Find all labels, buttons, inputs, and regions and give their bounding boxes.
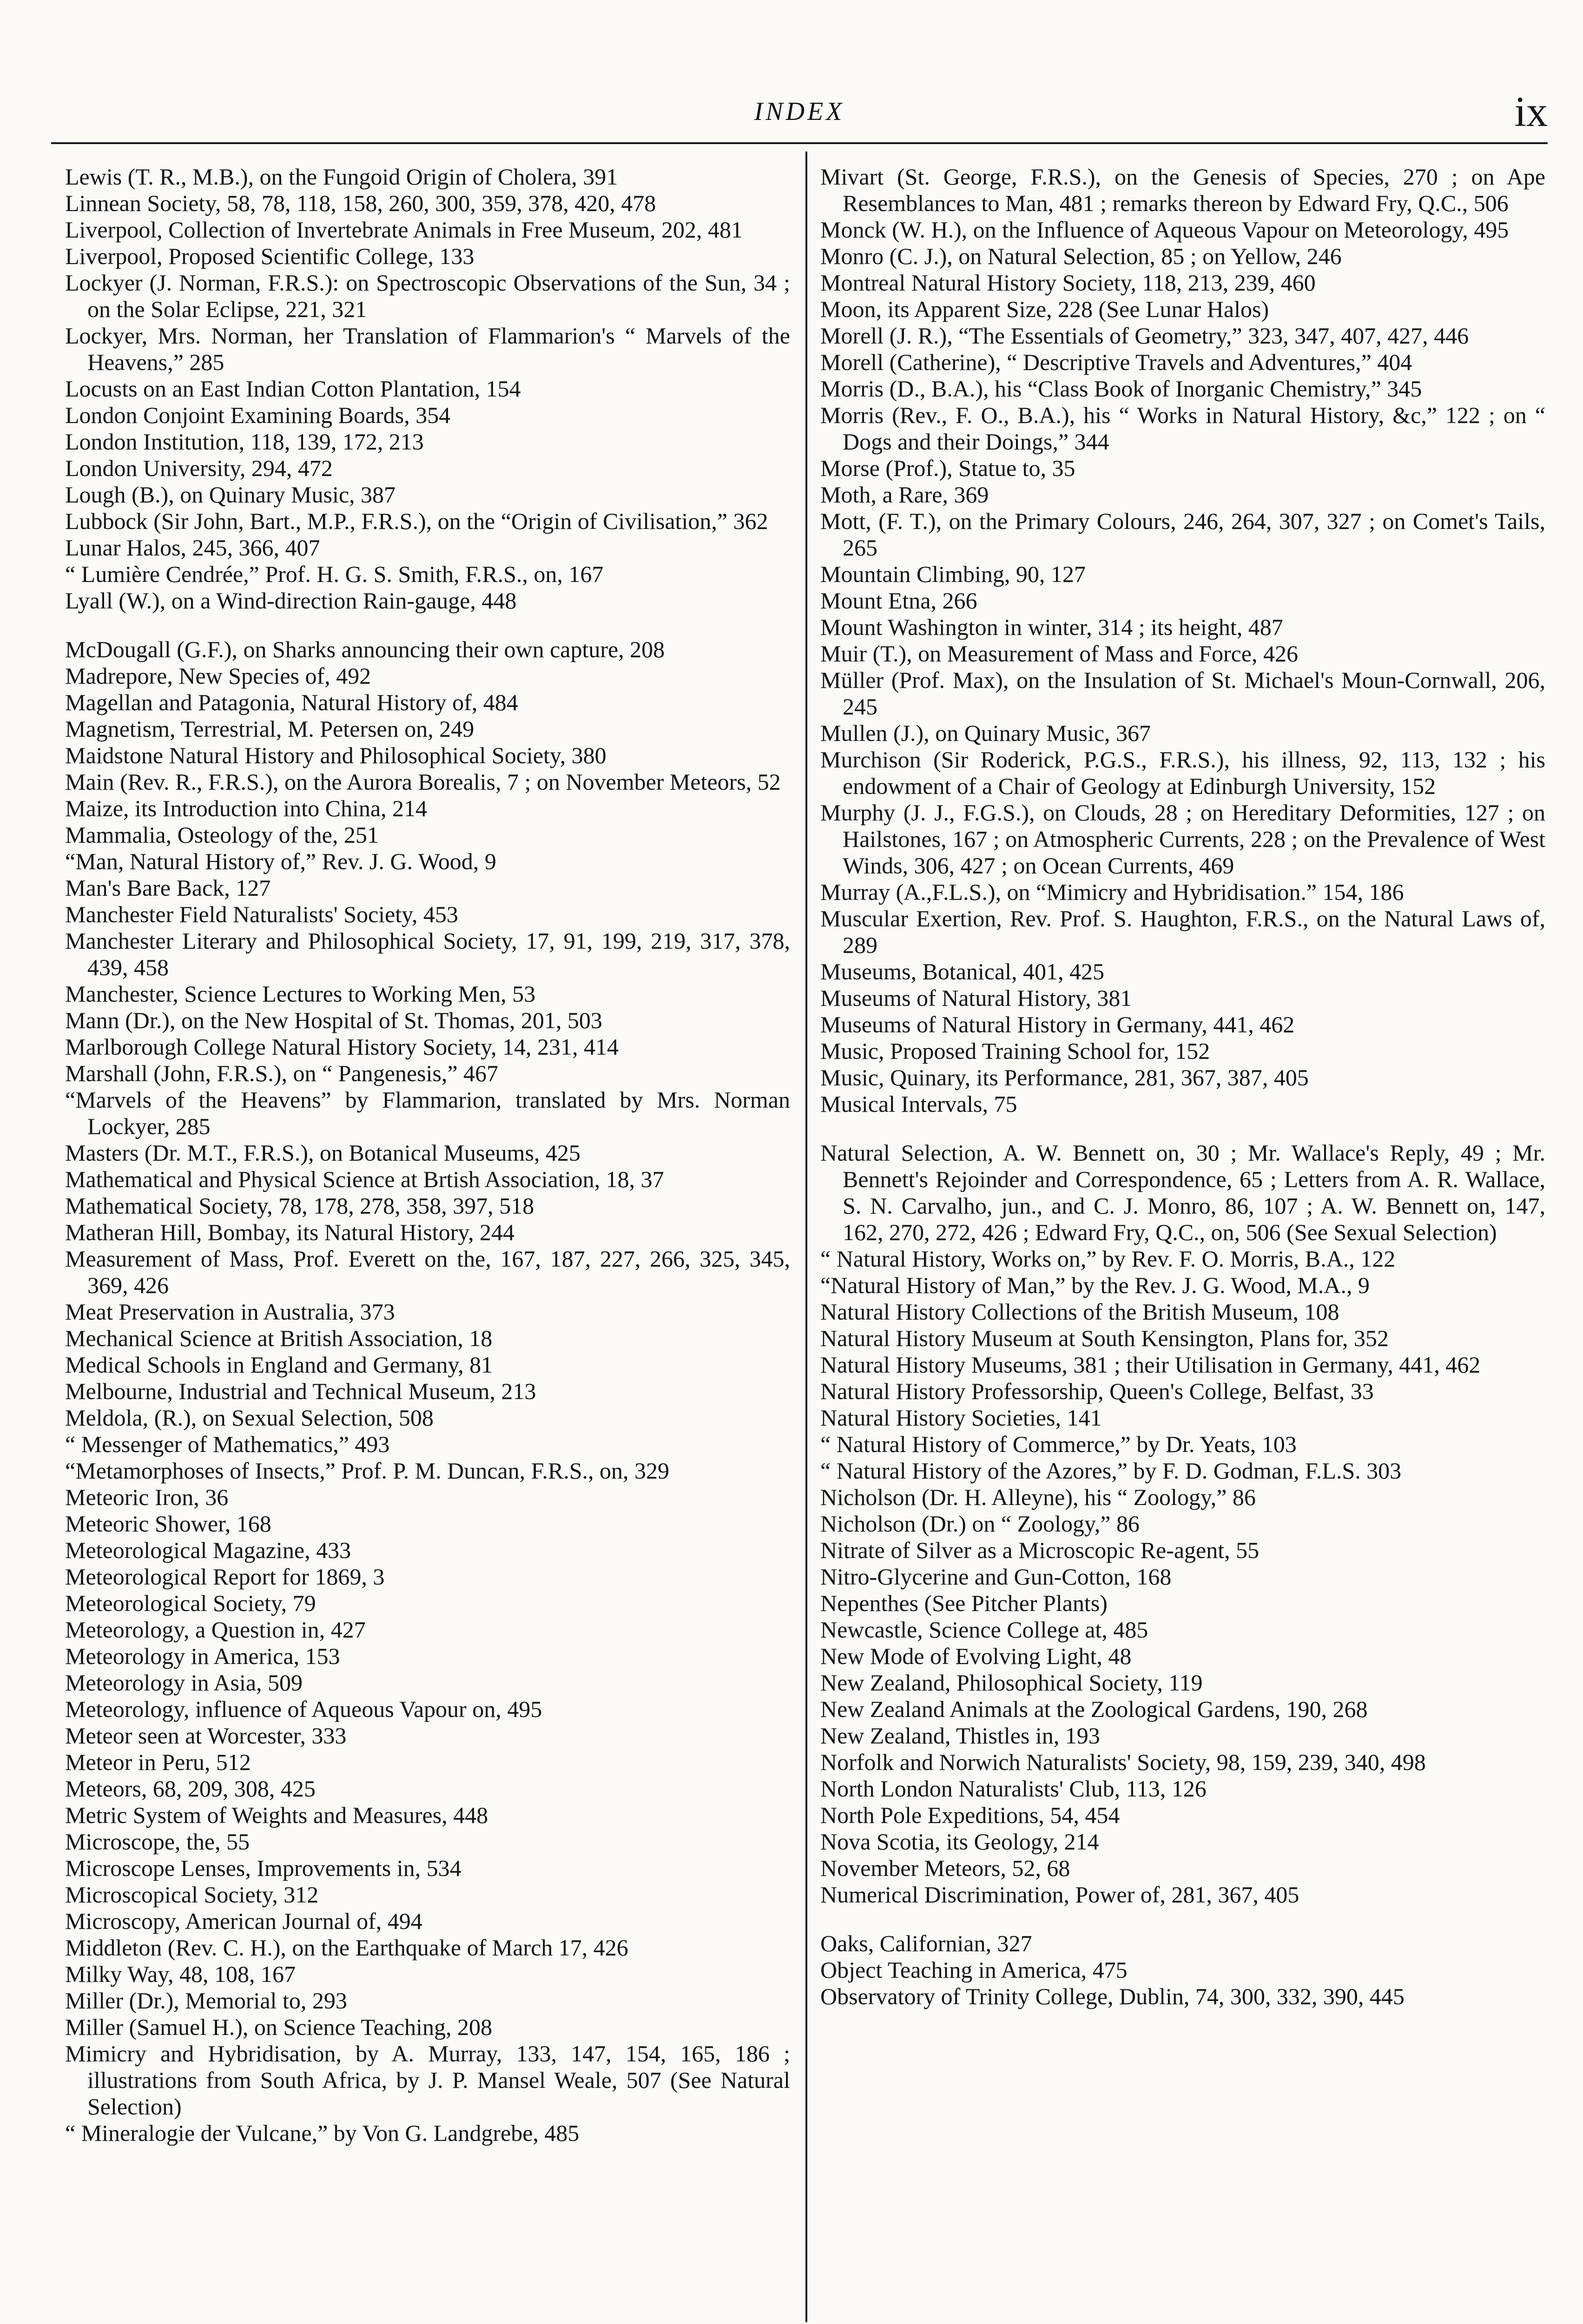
index-entry: London University, 294, 472 — [65, 455, 333, 481]
index-entry: Natural History Museums, 381 ; their Utilisation in Germany, 441, 462 — [820, 1352, 1481, 1378]
index-entry: Magnetism, Terrestrial, M. Petersen on, 249 — [65, 716, 475, 742]
index-entry: Nepenthes (See Pitcher Plants) — [820, 1590, 1108, 1616]
index-entry: “Metamorphoses of Insects,” Prof. P. M. Duncan, F.R.S., on, 329 — [65, 1458, 670, 1484]
index-entry: Middleton (Rev. C. H.), on the Earthquake of March 17, 426 — [65, 1934, 628, 1961]
index-entry: Object Teaching in America, 475 — [820, 1957, 1128, 1983]
index-entry: Matheran Hill, Bombay, its Natural History, 244 — [65, 1219, 514, 1245]
index-entry: Mullen (J.), on Quinary Music, 367 — [820, 720, 1151, 746]
index-entry: Meldola, (R.), on Sexual Selection, 508 — [65, 1405, 434, 1431]
index-entry: Lubbock (Sir John, Bart., M.P., F.R.S.), on the “Origin of Civilisation,” 362 — [65, 508, 768, 534]
index-entry: Manchester Field Naturalists' Society, 453 — [65, 901, 458, 927]
index-entry: Meteorological Report for 1869, 3 — [65, 1564, 385, 1590]
index-entry: Meteoric Iron, 36 — [65, 1484, 229, 1510]
index-entry: “ Natural History of the Azores,” by F. D. Godman, F.L.S. 303 — [820, 1458, 1402, 1484]
index-entry: North London Naturalists' Club, 113, 126 — [820, 1776, 1207, 1802]
index-entry: Oaks, Californian, 327 — [820, 1930, 1032, 1956]
index-entry: Meteorology, a Question in, 427 — [65, 1617, 366, 1643]
index-entry: November Meteors, 52, 68 — [820, 1855, 1070, 1881]
column-divider — [805, 152, 807, 2322]
index-entry: Lockyer, Mrs. Norman, her Translation of Flammarion's “ Marvels of the Heavens,” 285 — [65, 323, 790, 375]
index-entry: Meteors, 68, 209, 308, 425 — [65, 1776, 316, 1802]
index-entry: Magellan and Patagonia, Natural History of, 484 — [65, 689, 518, 715]
index-entry: Morris (D., B.A.), his “Class Book of Inorganic Chemistry,” 345 — [820, 376, 1422, 402]
index-entry: Madrepore, New Species of, 492 — [65, 663, 371, 689]
index-entry: Manchester, Science Lectures to Working Men, 53 — [65, 981, 536, 1007]
index-entry: Mann (Dr.), on the New Hospital of St. Thomas, 201, 503 — [65, 1007, 602, 1033]
index-entry: Milky Way, 48, 108, 167 — [65, 1961, 296, 1987]
index-entry: Meteorology in America, 153 — [65, 1643, 340, 1669]
index-entry: Mount Washington in winter, 314 ; its height, 487 — [820, 614, 1283, 640]
index-entry: New Zealand Animals at the Zoological Gardens, 190, 268 — [820, 1696, 1368, 1722]
index-entry: Morris (Rev., F. O., B.A.), his “ Works in Natural History, &c,” 122 ; on “ Dogs and their Doings,” 344 — [820, 402, 1545, 455]
index-entry: “ Natural History, Works on,” by Rev. F. O. Morris, B.A., 122 — [820, 1246, 1396, 1272]
index-entry: Locusts on an East Indian Cotton Plantation, 154 — [65, 376, 521, 402]
index-entry: Main (Rev. R., F.R.S.), on the Aurora Borealis, 7 ; on November Meteors, 52 — [65, 769, 781, 795]
index-entry: Lunar Halos, 245, 366, 407 — [65, 535, 320, 561]
index-entry: Meteorological Society, 79 — [65, 1590, 316, 1616]
index-entry: “ Lumière Cendrée,” Prof. H. G. S. Smith, F.R.S., on, 167 — [65, 561, 604, 587]
index-entry: Medical Schools in England and Germany, 81 — [65, 1352, 493, 1378]
index-entry: Morell (J. R.), “The Essentials of Geometry,” 323, 347, 407, 427, 446 — [820, 323, 1469, 349]
index-entry: Lough (B.), on Quinary Music, 387 — [65, 482, 396, 508]
index-entry: Museums, Botanical, 401, 425 — [820, 958, 1105, 984]
index-entry: “Man, Natural History of,” Rev. J. G. Wood, 9 — [65, 848, 496, 874]
index-entry: Nova Scotia, its Geology, 214 — [820, 1829, 1099, 1855]
index-entry: Meteoric Shower, 168 — [65, 1511, 271, 1537]
index-entry: Maize, its Introduction into China, 214 — [65, 795, 428, 821]
index-entry: Monck (W. H.), on the Influence of Aqueous Vapour on Meteorology, 495 — [820, 217, 1509, 243]
index-entry: Meteor in Peru, 512 — [65, 1749, 251, 1775]
index-entry: Miller (Dr.), Memorial to, 293 — [65, 1987, 347, 2014]
index-entry: McDougall (G.F.), on Sharks announcing their own capture, 208 — [65, 636, 665, 662]
index-entry: Newcastle, Science College at, 485 — [820, 1617, 1148, 1643]
index-entry: Natural History Professorship, Queen's College, Belfast, 33 — [820, 1378, 1374, 1404]
index-entry: “ Natural History of Commerce,” by Dr. Yeats, 103 — [820, 1431, 1297, 1457]
index-entry: Montreal Natural History Society, 118, 213, 239, 460 — [820, 270, 1316, 296]
index-entry: New Mode of Evolving Light, 48 — [820, 1643, 1132, 1669]
index-entry: “ Mineralogie der Vulcane,” by Von G. Landgrebe, 485 — [65, 2120, 580, 2146]
index-entry: Muscular Exertion, Rev. Prof. S. Haughton, F.R.S., on the Natural Laws of, 289 — [820, 905, 1545, 958]
index-entry: Microscopy, American Journal of, 494 — [65, 1908, 422, 1934]
index-entry: Microscopical Society, 312 — [65, 1882, 319, 1908]
index-entry: Natural History Museum at South Kensington, Plans for, 352 — [820, 1325, 1389, 1351]
index-entry: Measurement of Mass, Prof. Everett on the, 167, 187, 227, 266, 325, 345, 369, 426 — [65, 1246, 790, 1298]
index-entry: Observatory of Trinity College, Dublin, 74, 300, 332, 390, 445 — [820, 1983, 1405, 2009]
index-entry: Miller (Samuel H.), on Science Teaching, 208 — [65, 2014, 492, 2040]
index-entry: Lyall (W.), on a Wind-direction Rain-gauge, 448 — [65, 588, 517, 614]
index-column-left — [65, 164, 790, 2146]
index-entry: New Zealand, Thistles in, 193 — [820, 1723, 1100, 1749]
index-entry: Meat Preservation in Australia, 373 — [65, 1299, 395, 1325]
index-entry: Mott, (F. T.), on the Primary Colours, 246, 264, 307, 327 ; on Comet's Tails, 265 — [820, 508, 1545, 561]
index-entry: Mathematical and Physical Science at Brtish Association, 18, 37 — [65, 1166, 664, 1192]
index-entry: Nitrate of Silver as a Microscopic Re-agent, 55 — [820, 1537, 1260, 1563]
index-entry: Liverpool, Collection of Invertebrate Animals in Free Museum, 202, 481 — [65, 217, 743, 243]
index-entry: Man's Bare Back, 127 — [65, 875, 271, 901]
index-entry: Mammalia, Osteology of the, 251 — [65, 822, 379, 848]
page-header — [51, 88, 1548, 139]
index-entry: Mathematical Society, 78, 178, 278, 358, 397, 518 — [65, 1193, 534, 1219]
index-entry: Mimicry and Hybridisation, by A. Murray, 133, 147, 154, 165, 186 ; illustrations from South Africa, by J. P. Mansel Weale, 507 (See Natural Selection) — [65, 2040, 790, 2119]
index-entry: Morse (Prof.), Statue to, 35 — [820, 455, 1075, 481]
index-entry: Museums of Natural History, 381 — [820, 985, 1132, 1011]
index-entry: Morell (Catherine), “ Descriptive Travels and Adventures,” 404 — [820, 349, 1412, 375]
page-title: INDEX — [754, 97, 845, 126]
index-entry: Masters (Dr. M.T., F.R.S.), on Botanical Museums, 425 — [65, 1140, 580, 1166]
header-rule — [51, 142, 1548, 144]
index-entry: Meteorological Magazine, 433 — [65, 1537, 351, 1563]
index-entry: Numerical Discrimination, Power of, 281, 367, 405 — [820, 1882, 1299, 1908]
index-entry: “ Messenger of Mathematics,” 493 — [65, 1431, 390, 1457]
index-column-right — [820, 164, 1545, 2010]
index-entry: Mechanical Science at British Association, 18 — [65, 1325, 493, 1351]
index-entry: Lockyer (J. Norman, F.R.S.): on Spectroscopic Observations of the Sun, 34 ; on the Solar Eclipse, 221, 321 — [65, 270, 790, 322]
index-entry: Liverpool, Proposed Scientific College, 133 — [65, 243, 475, 269]
index-entry: “Marvels of the Heavens” by Flammarion, translated by Mrs. Norman Lockyer, 285 — [65, 1087, 790, 1139]
index-entry: Murchison (Sir Roderick, P.G.S., F.R.S.), his illness, 92, 113, 132 ; his endowment of a Chair of Geology at Edinburgh University, 152 — [820, 746, 1545, 799]
index-entry: Norfolk and Norwich Naturalists' Society, 98, 159, 239, 340, 498 — [820, 1749, 1426, 1775]
index-entry: Murphy (J. J., F.G.S.), on Clouds, 28 ; on Hereditary Deformities, 127 ; on Hailstones, 167 ; on Atmospheric Currents, 228 ; on the Prevalence of West Winds, 306, 427 ; on Ocean Currents, 469 — [820, 799, 1545, 878]
index-entry: Music, Proposed Training School for, 152 — [820, 1038, 1210, 1064]
index-entry: Microscope, the, 55 — [65, 1829, 250, 1855]
index-entry: Moon, its Apparent Size, 228 (See Lunar Halos) — [820, 296, 1269, 322]
index-entry: Marshall (John, F.R.S.), on “ Pangenesis,” 467 — [65, 1060, 499, 1086]
index-entry: Linnean Society, 58, 78, 118, 158, 260, 300, 359, 378, 420, 478 — [65, 190, 656, 216]
index-entry: Mivart (St. George, F.R.S.), on the Genesis of Species, 270 ; on Ape Resemblances to Man, 481 ; remarks thereon by Edward Fry, Q.C., 506 — [820, 164, 1545, 216]
index-entry: Microscope Lenses, Improvements in, 534 — [65, 1855, 462, 1881]
index-entry: Moth, a Rare, 369 — [820, 482, 989, 508]
index-entry: Meteor seen at Worcester, 333 — [65, 1723, 347, 1749]
index-entry: Monro (C. J.), on Natural Selection, 85 ; on Yellow, 246 — [820, 243, 1342, 269]
index-entry: Mountain Climbing, 90, 127 — [820, 561, 1086, 587]
index-entry: Müller (Prof. Max), on the Insulation of St. Michael's Moun-Cornwall, 206, 245 — [820, 667, 1545, 720]
index-entry: London Institution, 118, 139, 172, 213 — [65, 429, 424, 455]
index-entry: Meteorology in Asia, 509 — [65, 1670, 303, 1696]
index-entry: Marlborough College Natural History Society, 14, 231, 414 — [65, 1034, 619, 1060]
index-entry: Nicholson (Dr. H. Alleyne), his “ Zoology,” 86 — [820, 1484, 1256, 1510]
index-entry: London Conjoint Examining Boards, 354 — [65, 402, 451, 428]
index-entry: Museums of Natural History in Germany, 441, 462 — [820, 1011, 1295, 1037]
index-entry: Music, Quinary, its Performance, 281, 367, 387, 405 — [820, 1064, 1309, 1090]
index-entry: Natural History Societies, 141 — [820, 1405, 1102, 1431]
index-entry: Maidstone Natural History and Philosophical Society, 380 — [65, 742, 607, 768]
index-entry: Murray (A.,F.L.S.), on “Mimicry and Hybridisation.” 154, 186 — [820, 879, 1404, 905]
page-number: ix — [1514, 88, 1548, 135]
index-entry: Muir (T.), on Measurement of Mass and Force, 426 — [820, 640, 1299, 667]
index-entry: Lewis (T. R., M.B.), on the Fungoid Origin of Cholera, 391 — [65, 164, 618, 190]
index-entry: Mount Etna, 266 — [820, 588, 977, 614]
index-entry: Metric System of Weights and Measures, 448 — [65, 1802, 488, 1828]
index-entry: Natural History Collections of the British Museum, 108 — [820, 1299, 1339, 1325]
index-entry: Nitro-Glycerine and Gun-Cotton, 168 — [820, 1564, 1172, 1590]
index-entry: Natural Selection, A. W. Bennett on, 30 ; Mr. Wallace's Reply, 49 ; Mr. Bennett's Rejoinder and Correspondence, 65 ; Letters from A. R. Wallace, S. N. Carvalho, jun., and C. J. Monro, 86, 107 ; A. W. Bennett on, 147, 162, 270, 272, 426 ; Edward Fry, Q.C., on, 506 (See Sexual Selection) — [820, 1140, 1545, 1245]
index-entry: Nicholson (Dr.) on “ Zoology,” 86 — [820, 1511, 1140, 1537]
index-entry: New Zealand, Philosophical Society, 119 — [820, 1670, 1203, 1696]
index-entry: North Pole Expeditions, 54, 454 — [820, 1802, 1120, 1828]
index-entry: “Natural History of Man,” by the Rev. J. G. Wood, M.A., 9 — [820, 1272, 1370, 1298]
index-entry: Manchester Literary and Philosophical Society, 17, 91, 199, 219, 317, 378, 439, 458 — [65, 928, 790, 980]
index-entry: Musical Intervals, 75 — [820, 1091, 1017, 1117]
index-entry: Melbourne, Industrial and Technical Museum, 213 — [65, 1378, 536, 1404]
index-entry: Meteorology, influence of Aqueous Vapour on, 495 — [65, 1696, 542, 1722]
